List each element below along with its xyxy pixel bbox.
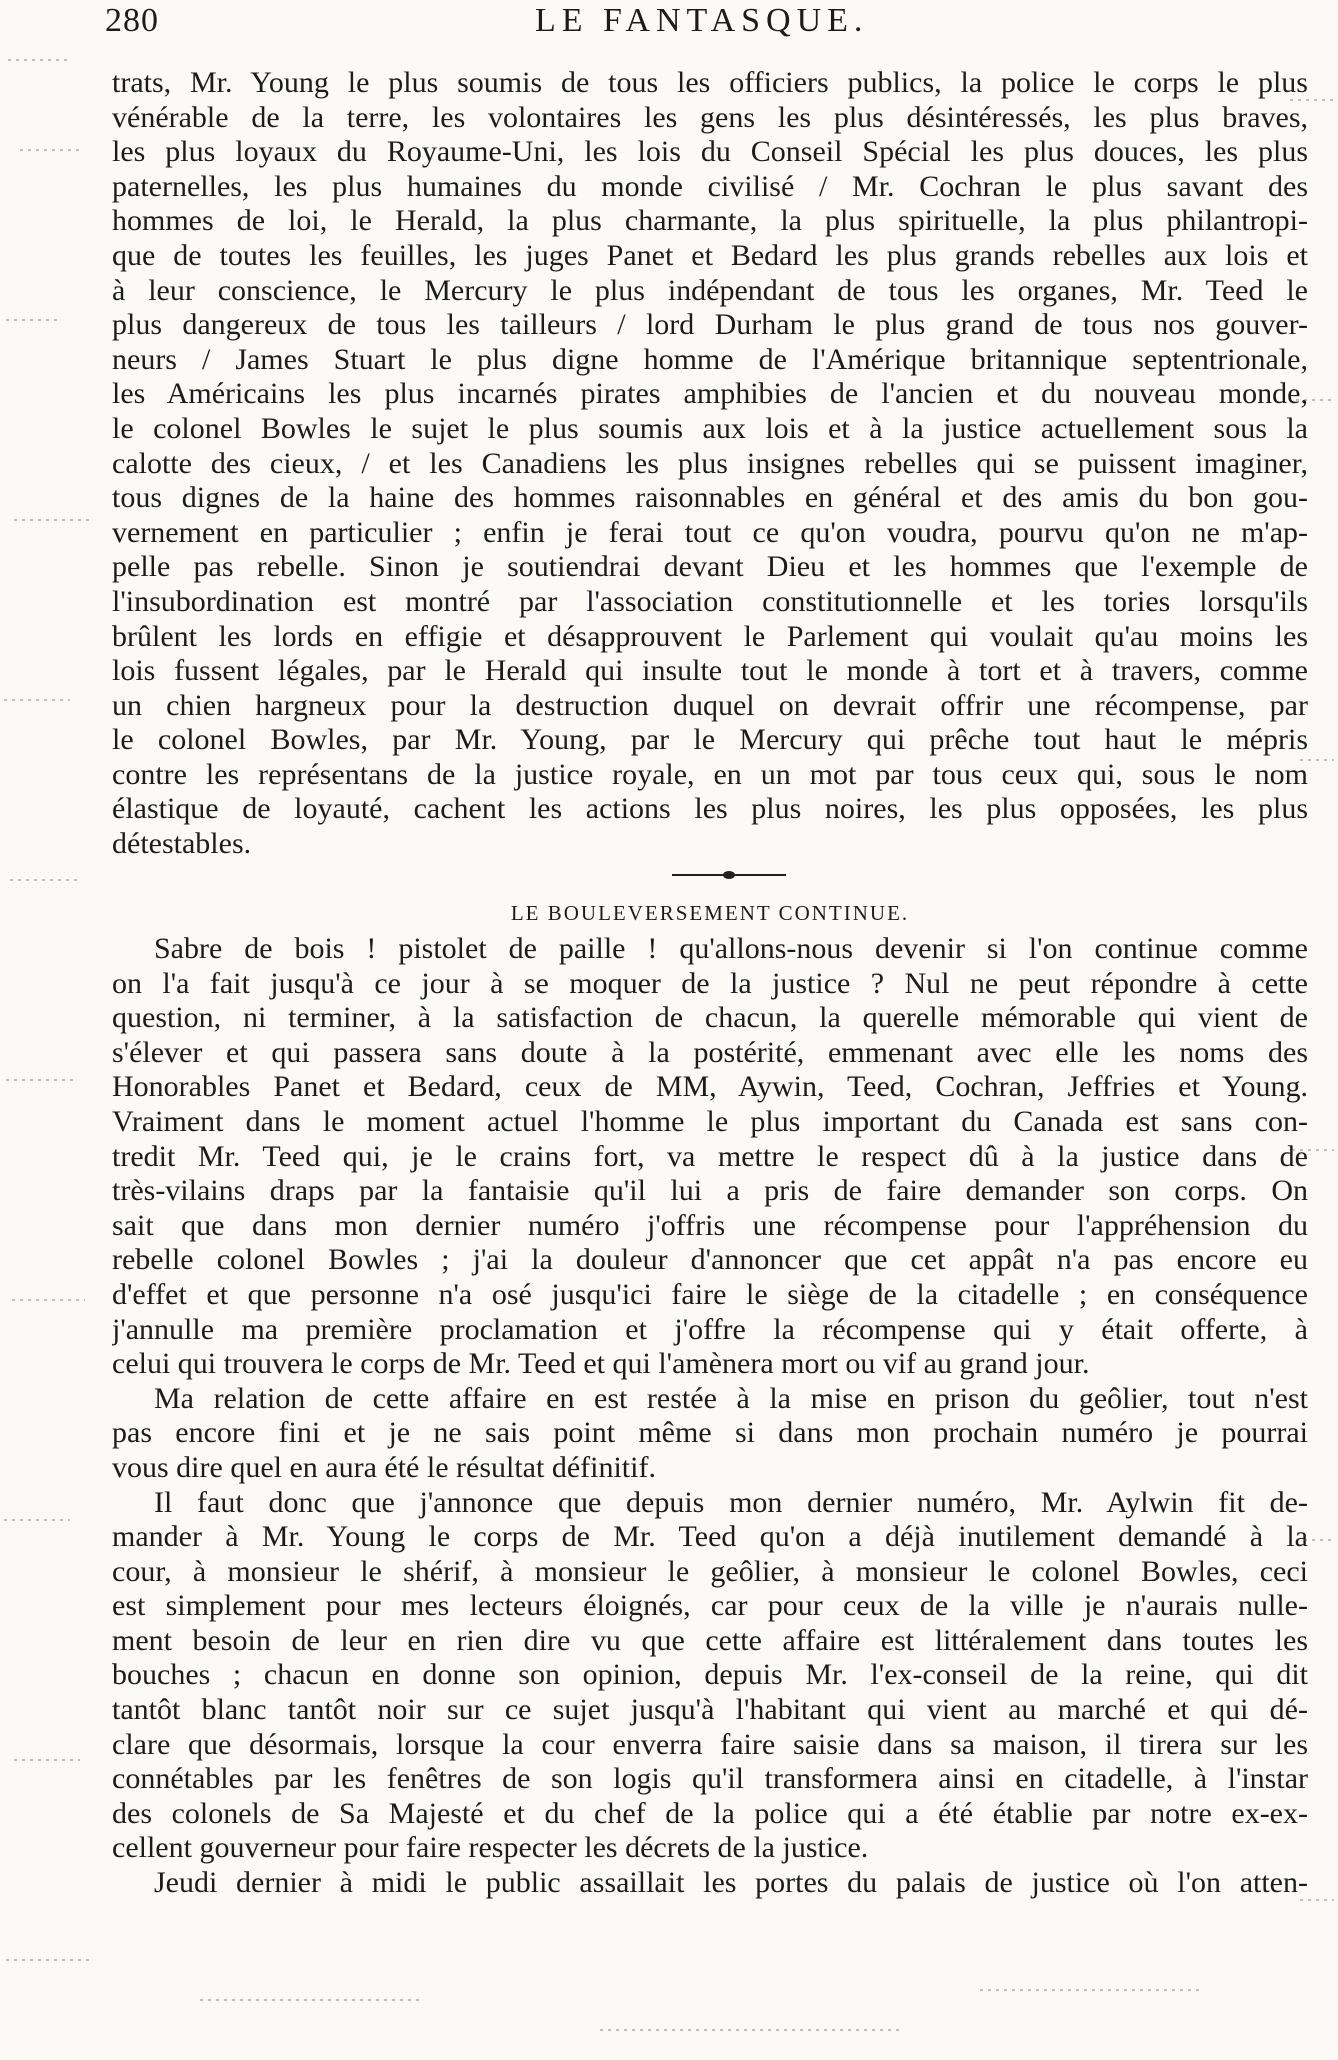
text-line: trats, Mr. Young le plus soumis de tous les officiers publics, la police le corps le plus — [112, 66, 1308, 99]
text-line: plus dangereux de tous les tailleurs / lord Durham le plus grand de tous nos gouver- — [112, 308, 1308, 342]
text-line: pelle pas rebelle. Sinon je soutiendrai devant Dieu et les hommes que l'exemple de — [112, 550, 1308, 584]
text-line: Ma relation de cette affaire en est restée à la mise en prison du geôlier, tout n'est — [154, 1381, 1308, 1415]
text-line: connétables par les fenêtres de son logis qu'il transformera ainsi en citadelle, à l'instar — [112, 1762, 1308, 1796]
text-line: à leur conscience, le Mercury le plus indépendant de tous les organes, Mr. Teed le — [112, 273, 1308, 307]
text-line: le colonel Bowles, par Mr. Young, par le Mercury qui prêche tout haut le mépris — [112, 723, 1308, 757]
text-line: Honorables Panet et Bedard, ceux de MM, Aywin, Teed, Cochran, Jeffries et Young. — [112, 1070, 1308, 1104]
text-line: calotte des cieux, / et les Canadiens les plus insignes rebelles qui se puissent imaginer, — [112, 446, 1308, 480]
text-line: s'élever et qui passera sans doute à la postérité, emmenant avec elle les noms des — [112, 1035, 1308, 1069]
text-line: on l'a fait jusqu'à ce jour à se moquer de la justice ? Nul ne peut répondre à cette — [112, 966, 1308, 1000]
section-divider — [672, 870, 786, 880]
text-line: rebelle colonel Bowles ; j'ai la douleur d'annoncer que cet appât n'a pas encore eu — [112, 1243, 1308, 1277]
text-line: élastique de loyauté, cachent les actions les plus noires, les plus opposées, les plus — [112, 792, 1308, 826]
text-line: Jeudi dernier à midi le public assaillait les portes du palais de justice où l'on atten- — [154, 1866, 1308, 1900]
text-line: le colonel Bowles le sujet le plus soumis aux lois et à la justice actuellement sous la — [112, 411, 1308, 445]
text-line: tous dignes de la haine des hommes raisonnables en général et des amis du bon gou- — [112, 481, 1308, 515]
text-line: brûlent les lords en effigie et désapprouvent le Parlement qui voulait qu'au moins les — [112, 619, 1308, 653]
text-line: les plus loyaux du Royaume-Uni, les lois du Conseil Spécial les plus douces, les plus — [112, 135, 1308, 169]
article-body — [112, 932, 1308, 1901]
text-line: d'effet et que personne n'a osé jusqu'ici faire le siège de la citadelle ; en conséquence — [112, 1277, 1308, 1311]
text-line: cour, à monsieur le shérif, à monsieur le geôlier, à monsieur le colonel Bowles, ceci — [112, 1554, 1308, 1588]
page-number: 280 — [105, 2, 159, 39]
section-heading: LE BOULEVERSEMENT CONTINUE. — [510, 901, 910, 925]
text-line: des colonels de Sa Majesté et du chef de la police qui a été établie par notre ex-ex- — [112, 1796, 1308, 1830]
text-line: cellent gouverneur pour faire respecter les décrets de la justice. — [112, 1831, 869, 1865]
text-line: Sabre de bois ! pistolet de paille ! qu'allons-nous devenir si l'on continue comme — [154, 932, 1308, 965]
text-line: question, ni terminer, à la satisfaction de chacun, la querelle mémorable qui vient de — [112, 1001, 1308, 1035]
text-line: les Américains les plus incarnés pirates amphibies de l'ancien et du nouveau monde, — [112, 377, 1308, 411]
text-line: l'insubordination est montré par l'association constitutionnelle et les tories lorsqu'ils — [112, 584, 1308, 618]
text-line: contre les représentans de la justice royale, en un mot par tous ceux qui, sous le nom — [112, 757, 1308, 791]
text-line: très-vilains draps par la fantaisie qu'il lui a pris de faire demander son corps. On — [112, 1174, 1308, 1208]
text-line: hommes de loi, le Herald, la plus charmante, la plus spirituelle, la plus philantropi- — [112, 204, 1308, 238]
text-line: Vraiment dans le moment actuel l'homme le plus important du Canada est sans con- — [112, 1104, 1308, 1138]
text-line: bouches ; chacun en donne son opinion, depuis Mr. l'ex-conseil de la reine, qui dit — [112, 1658, 1308, 1692]
text-line: pas encore fini et je ne sais point même si dans mon prochain numéro je pourrai — [112, 1416, 1308, 1450]
text-line: vénérable de la terre, les volontaires les gens les plus désintéressés, les plus braves, — [112, 100, 1308, 134]
text-line: mander à Mr. Young le corps de Mr. Teed qu'on a déjà inutilement demandé à la — [112, 1520, 1308, 1554]
text-line: lois fussent légales, par le Herald qui insulte tout le monde à tort et à travers, comme — [112, 654, 1308, 688]
text-line: neurs / James Stuart le plus digne homme de l'Amérique britannique septentrionale, — [112, 342, 1308, 376]
text-line: ment besoin de leur en rien dire vu que cette affaire est littéralement dans toutes les — [112, 1623, 1308, 1657]
text-line: Il faut donc que j'annonce que depuis mon dernier numéro, Mr. Aylwin fit de- — [154, 1485, 1308, 1519]
text-line: détestables. — [112, 827, 252, 861]
page-header — [105, 2, 1268, 42]
text-line: un chien hargneux pour la destruction duquel on devrait offrir une récompense, par — [112, 688, 1308, 722]
text-line: vernement en particulier ; enfin je ferai tout ce qu'on voudra, pourvu qu'on ne m'ap- — [112, 515, 1308, 549]
text-line: clare que désormais, lorsque la cour enverra faire saisie dans sa maison, il tirera sur les — [112, 1727, 1308, 1761]
text-line: tredit Mr. Teed qui, je le crains fort, va mettre le respect dû à la justice dans de — [112, 1139, 1308, 1173]
article-continuation — [112, 66, 1308, 862]
text-line: que de toutes les feuilles, les juges Panet et Bedard les plus grands rebelles aux lois et — [112, 238, 1308, 272]
text-line: tantôt blanc tantôt noir sur ce sujet jusqu'à l'habitant qui vient au marché et qui dé- — [112, 1693, 1308, 1727]
text-line: sait que dans mon dernier numéro j'offris une récompense pour l'appréhension du — [112, 1208, 1308, 1242]
text-line: vous dire quel en aura été le résultat définitif. — [112, 1450, 656, 1484]
text-line: celui qui trouvera le corps de Mr. Teed et qui l'amènera mort ou vif au grand jour. — [112, 1347, 1090, 1381]
divider-ornament — [723, 871, 735, 879]
text-line: paternelles, les plus humaines du monde civilisé / Mr. Cochran le plus savant des — [112, 169, 1308, 203]
text-line: est simplement pour mes lecteurs éloignés, car pour ceux de la ville je n'aurais nulle- — [112, 1589, 1308, 1623]
text-line: j'annulle ma première proclamation et j'offre la récompense qui y était offerte, à — [112, 1312, 1308, 1346]
running-title: LE FANTASQUE. — [535, 2, 869, 39]
